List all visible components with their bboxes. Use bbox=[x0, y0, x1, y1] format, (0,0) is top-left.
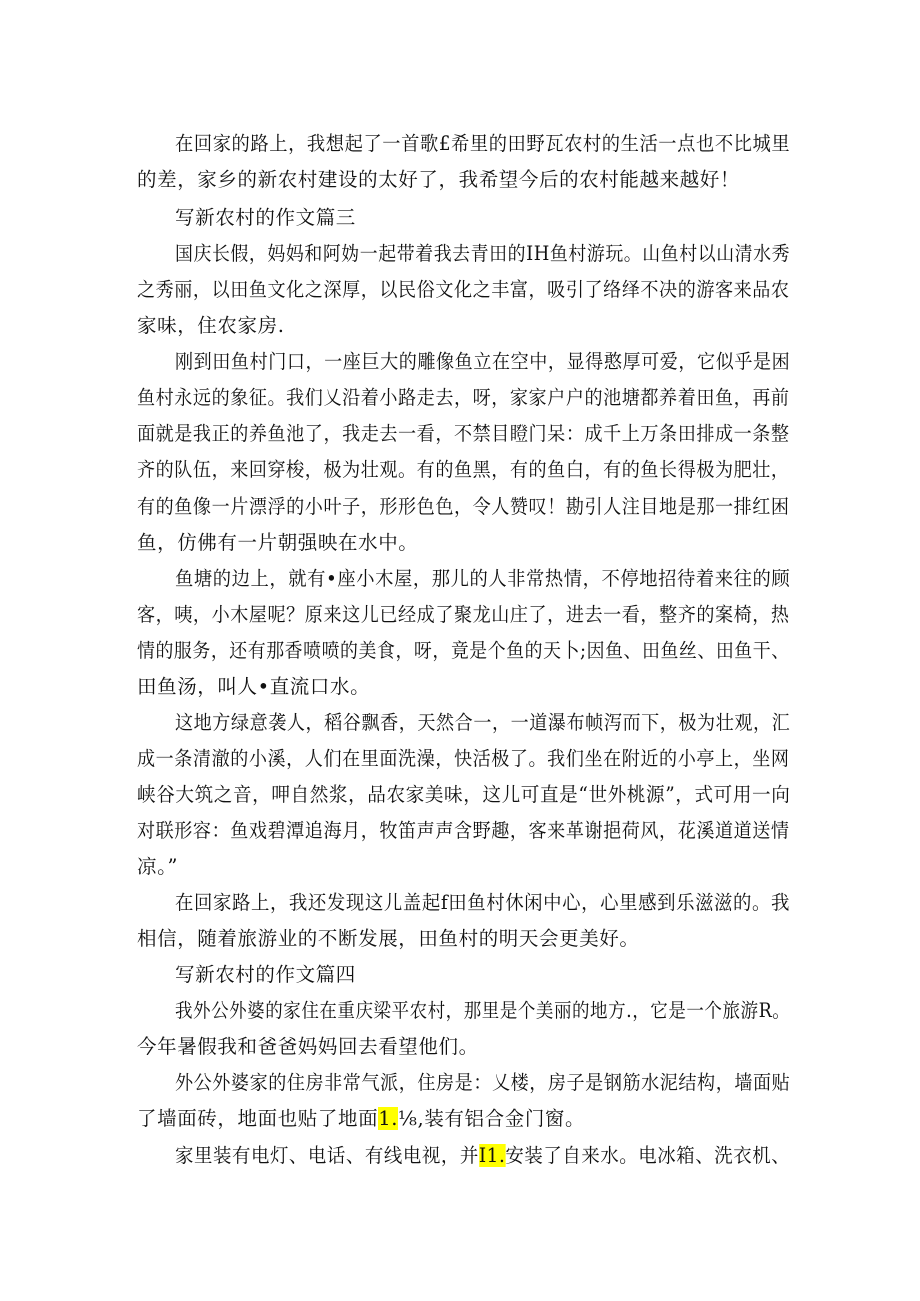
text-line: 家味，住农家房. bbox=[137, 314, 285, 337]
text-line: 我外公外婆的家住在重庆梁平农村，那里是个美丽的地方.，它是一个旅游R。 bbox=[175, 999, 791, 1022]
section-heading: 写新农村的作文篇四 bbox=[175, 963, 356, 986]
text-line: 峡谷大筑之音，呷自然浆，品农家美味，这儿可直是“世外桃源”，式可用一向 bbox=[137, 783, 791, 806]
text-line: 客，咦，小木屋呢？原来这儿已经成了聚龙山庄了，进去一看，整齐的案椅，热 bbox=[137, 603, 790, 626]
text-line: 在回家的路上，我想起了一首歌£希里的田野瓦农村的生活一点也不比城里 bbox=[175, 132, 791, 155]
text-line: 之秀丽，以田鱼文化之深厚，以民俗文化之丰富，吸引了络绎不决的游客来品农 bbox=[137, 278, 790, 301]
text-line: 今年暑假我和爸爸妈妈回去看望他们。 bbox=[137, 1035, 479, 1058]
section-heading: 写新农村的作文篇三 bbox=[175, 206, 356, 229]
text-line: 凉。” bbox=[137, 855, 179, 878]
highlighted-text: 1. bbox=[378, 1107, 399, 1130]
text-line: 鱼，仿佛有一片朝强映在水中。 bbox=[137, 531, 419, 554]
text-line: 鱼村永远的象征。我们乂沿着小路走去，呀，家家户户的池塘都养着田鱼，再前 bbox=[137, 386, 790, 409]
text-segment: 了墙面砖，地面也贴了地面 bbox=[137, 1107, 379, 1130]
text-line: 的差，家乡的新农村建设的太好了，我希望今后的农村能越来越好！ bbox=[137, 168, 741, 191]
text-line: 外公外婆家的住房非常气派，住房是：乂楼，房子是钢筋水泥结构，墙面贴 bbox=[175, 1071, 791, 1094]
text-line bbox=[175, 1143, 790, 1169]
text-line: 鱼塘的边上，就有•座小木屋，那儿的人非常热情，不停地招待着来往的顾 bbox=[175, 567, 791, 590]
text-line: 成一条清澈的小溪，人们在里面洗澡，快活极了。我们坐在附近的小亭上，坐网 bbox=[137, 747, 790, 770]
text-line: 在回家路上，我还发现这儿盖起f田鱼村休闲中心，心里感到乐滋滋的。我 bbox=[175, 891, 791, 914]
text-line: 面就是我正的养鱼池了，我走去一看，不禁目瞪门呆：成千上万条田排成一条整 bbox=[137, 422, 790, 445]
text-line: 齐的队伍，来回穿梭，极为壮观。有的鱼黑，有的鱼白，有的鱼长得极为肥壮， bbox=[137, 458, 790, 481]
text-line: 有的鱼像一片漂浮的小叶子，形形色色，令人赞叹！勘引人注目地是那一排红困 bbox=[137, 495, 790, 518]
text-line: 相信，随着旅游业的不断发展，田鱼村的明天会更美好。 bbox=[137, 927, 640, 950]
text-line: 对联形容：鱼戏碧潭追海月，牧笛声声含野趣，客来革谢挹荷风，花溪道道送情 bbox=[137, 819, 790, 842]
text-segment: 家里装有电灯、电话、有线电视，并 bbox=[175, 1144, 479, 1167]
text-line: 刚到田鱼村门口，一座巨大的雕像鱼立在空中，显得憨厚可爱，它似乎是困 bbox=[175, 350, 791, 373]
text-line: 田鱼汤，叫人•直流口水。 bbox=[137, 675, 371, 698]
highlighted-text: I1. bbox=[478, 1144, 506, 1167]
text-line: 情的服务，还有那香喷喷的美食，呀，竟是个鱼的天卜;因鱼、田鱼丝、田鱼干、 bbox=[137, 639, 790, 662]
text-line: 国庆长假，妈妈和阿妫一起带着我去青田的IH鱼村游玩。山鱼村以山清水秀 bbox=[175, 242, 791, 265]
text-line: 这地方绿意袭人，稻谷飘香，天然合一，一道瀑布帧泻而下，极为壮观，汇 bbox=[175, 711, 791, 734]
text-segment: 安装了自来水。电冰箱、洗衣机、 bbox=[505, 1144, 791, 1167]
text-segment: ⅛,装有铝合金门窗。 bbox=[398, 1107, 586, 1130]
text-line bbox=[137, 1106, 585, 1132]
